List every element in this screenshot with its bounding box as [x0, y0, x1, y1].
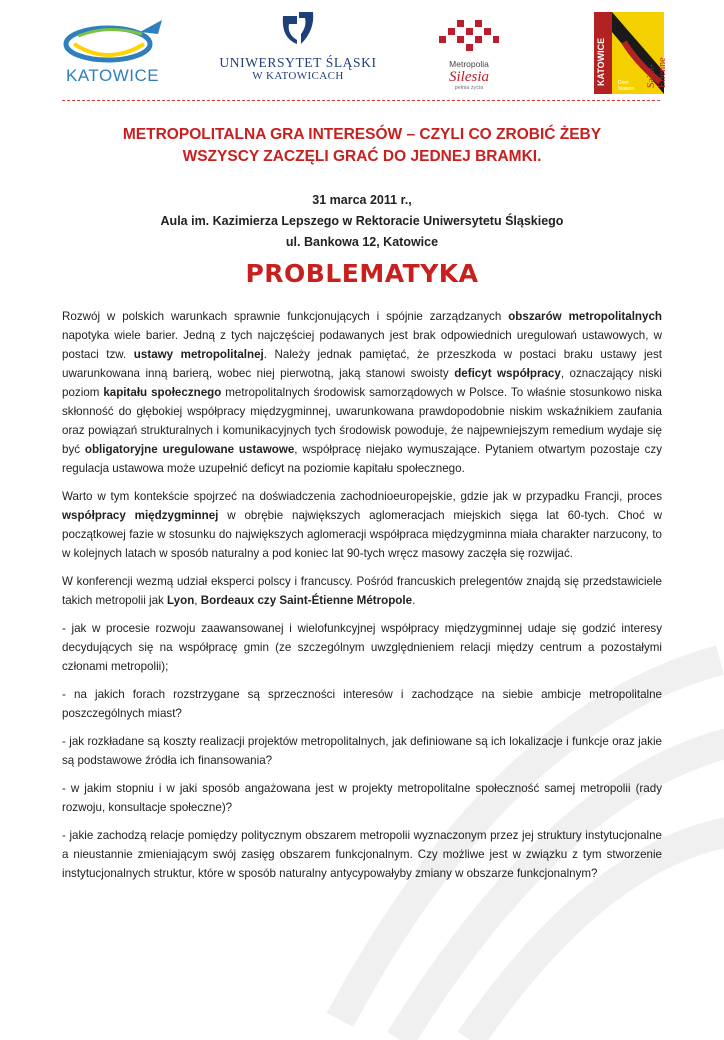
- katowice-emblem-icon: [58, 14, 176, 70]
- body-text: [62, 307, 662, 892]
- metropolia-silesia-logo: [425, 14, 513, 94]
- question-item: - na jakich forach rozstrzygane są sprzeczności interesów i zachodzące na siebie ambicje metropolitalne poszczególnych miast?: [62, 688, 662, 720]
- saint-etienne-brand: KATOWICE: [596, 37, 606, 86]
- event-venue: Aula im. Kazimierza Lepszego w Rektoracie Uniwersytetu Śląskiego: [160, 214, 564, 228]
- question-item: - jak rozkładane są koszty realizacji projektów metropolitalnych, jak definiowane są ich lokalizacje i funkcje oraz jakie są podstawowe źródła ich finansowania?: [62, 735, 662, 767]
- saint-etienne-city: Saint-Étienne: [646, 57, 668, 88]
- bold-run: obszarów metropolitalnych: [508, 310, 662, 323]
- bold-run: obligatoryjne uregulowane ustawowe: [84, 443, 295, 456]
- bold-run: kapitału społecznego: [103, 386, 222, 399]
- bold-run: deficyt współpracy: [454, 367, 561, 380]
- text-run: Warto w tym kontekście spojrzeć na doświadczenia zachodnioeuropejskie, gdzie jak w przypadku Francji, proces: [62, 490, 662, 503]
- paragraph-1: [62, 307, 662, 478]
- bold-run: Lyon: [167, 594, 195, 607]
- university-city: W KATOWICACH: [252, 70, 344, 82]
- katowice-logo: [58, 14, 176, 90]
- saint-etienne-logo: [594, 12, 668, 94]
- text-run: W konferencji wezmą udział eksperci polscy i francuscy. Pośród francuskich prelegentów znajdą się przedstawiciele takich metropolii jak: [62, 575, 662, 607]
- title-line-1: METROPOLITALNA GRA INTERESÓW – CZYLI CO ZROBIĆ ŻEBY: [122, 126, 602, 143]
- university-emblem-icon: [279, 10, 317, 46]
- text-run: .: [412, 594, 416, 607]
- silesia-line3: pełnia życia: [454, 85, 484, 91]
- bold-run: ustawy metropolitalnej: [133, 348, 264, 361]
- text-run: w obrębie największych aglomeracjach miejskich sięga lat 60-tych. Choć w początkowej fazie w stosunku do największych aglomeracji współpraca międzygminna miała charakter narzucony, to w kolejnych latach w sposób naturalny a pod koniec lat 90-tych wręcz masowy zaczęła się rozwijać.: [62, 509, 662, 560]
- paragraph-2: [62, 487, 662, 563]
- text-run: Rozwój w polskich warunkach sprawnie funkcjonujących i spójnie zarządzanych: [62, 310, 509, 323]
- silesia-line1: Metropolia: [449, 59, 489, 69]
- silesia-line2: Silesia: [449, 69, 489, 85]
- text-run: . Należy jednak pamiętać, że przeszkoda w postaci braku ustawy jest uwarunkowana inną barierą, wobec niej pierwotną, jaką stanowi swoisty: [62, 348, 662, 380]
- text-run: napotyka wiele barier. Jedną z tych najczęściej podawanych jest brak odpowiednich uregulowań ustawowych, w postaci tzw.: [62, 329, 662, 361]
- event-date: 31 marca 2011 r.,: [312, 193, 412, 207]
- text-run: metropolitalnych środowisk samorządowych w Polsce. To właśnie stosunkowo niska skłonność do głębokiej współpracy międzygminnej, uwarunkowana prawdopodobnie niskim wskaźnikiem zaufania oraz powiązań strukturalnych i komunikacyjnych tych środowisk powoduje, że najpewniejszym remedium wydaje się być: [62, 386, 662, 456]
- katowice-logo-text: KATOWICE: [66, 66, 160, 85]
- question-item: - jakie zachodzą relacje pomiędzy politycznym obszarem metropolii wyznaczonym przez jej struktury instytucjonalne a nieustannie zmieniającym swój zasięg obszarem funkcjonalnym. Czy możliwe jest w związku z tym stworzenie instytucjonalnych struktur, które w sposób naturalny antycypowałyby zmiany w obszarze funkcjonalnym?: [62, 829, 662, 880]
- header-divider: [62, 100, 660, 101]
- university-logo: [218, 10, 378, 90]
- silesia-squares-icon: [437, 14, 501, 54]
- university-name: UNIWERSYTET ŚLĄSKI: [219, 55, 377, 70]
- text-run: ,: [194, 594, 201, 607]
- bold-run: współpracy międzygminnej: [62, 509, 219, 522]
- question-item: - jak w procesie rozwoju zaawansowanej i wielofunkcyjnej współpracy międzygminnej udaje się godzić interesy decydujących się na współpracę gmin (ze szczególnym uwzględnieniem relacji między centrum a pozostałymi członami metropolii);: [62, 622, 662, 673]
- saint-etienne-small: Dom Maison: [618, 80, 635, 92]
- paragraph-3: [62, 572, 662, 610]
- bold-run: Bordeaux czy Saint-Étienne Métropole: [200, 594, 413, 607]
- header-logos: [0, 0, 724, 100]
- text-run: , współpracę niejako wymuszające. Pytaniem otwartym pozostaje czy regulacja ustawowa może uzupełnić deficyt na poziomie kapitału społecznego.: [62, 443, 662, 475]
- title-line-2: WSZYSCY ZACZĘLI GRAĆ DO JEDNEJ BRAMKI.: [182, 148, 542, 165]
- section-title: PROBLEMATYKA: [245, 259, 479, 288]
- event-address: ul. Bankowa 12, Katowice: [285, 235, 439, 249]
- conference-title: [62, 124, 662, 168]
- text-run: , oznaczający niski poziom: [62, 367, 663, 399]
- question-item: - w jakim stopniu i w jaki sposób angażowana jest w projekty metropolitalne społeczność samej metropolii (rady rozwoju, konsultacje społeczne)?: [62, 782, 662, 814]
